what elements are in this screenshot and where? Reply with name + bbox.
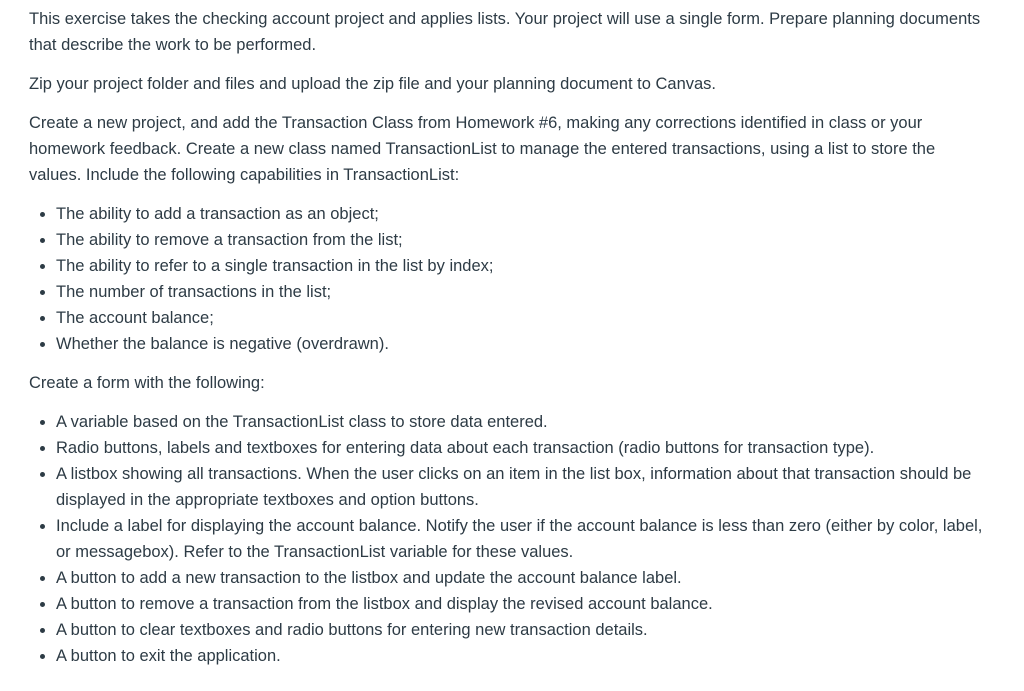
intro-paragraph: This exercise takes the checking account project and applies lists. Your project will use a single form. Prepare planning documents that describe the work to be performed. bbox=[29, 10, 981, 54]
list-item: • The ability to refer to a single transaction in the list by index; bbox=[56, 253, 989, 279]
list-item: • Radio buttons, labels and textboxes for entering data about each transaction (radio buttons for transaction type). bbox=[56, 435, 989, 461]
list-item: • Whether the balance is negative (overdrawn). bbox=[56, 331, 989, 357]
list-item: • The number of transactions in the list; bbox=[56, 279, 989, 305]
assignment-description bbox=[29, 6, 989, 682]
list-item: • A button to remove a transaction from the listbox and display the revised account balance. bbox=[56, 591, 989, 617]
create-form-paragraph: Create a form with the following: bbox=[29, 374, 265, 392]
list-item: • A button to add a new transaction to the listbox and update the account balance label. bbox=[56, 565, 989, 591]
list-item: • A button to exit the application. bbox=[56, 643, 989, 669]
list-item: • The account balance; bbox=[56, 305, 989, 331]
list-item: • A variable based on the TransactionList class to store data entered. bbox=[56, 409, 989, 435]
form-requirements-list bbox=[29, 409, 989, 669]
list-item: • The ability to remove a transaction from the list; bbox=[56, 227, 989, 253]
create-project-paragraph: Create a new project, and add the Transaction Class from Homework #6, making any corrections identified in class or your homework feedback. Create a new class named TransactionList to manage the entered transactions, using a list to store the values. Include the following capabilities in TransactionList: bbox=[29, 114, 936, 184]
capabilities-list bbox=[29, 201, 989, 357]
zip-instructions-paragraph: Zip your project folder and files and upload the zip file and your planning document to Canvas. bbox=[29, 75, 717, 93]
list-item: • Include a label for displaying the account balance. Notify the user if the account balance is less than zero (either by color, label, or messagebox). Refer to the TransactionList variable for these values. bbox=[56, 513, 989, 565]
list-item: • The ability to add a transaction as an object; bbox=[56, 201, 989, 227]
list-item: • A button to clear textboxes and radio buttons for entering new transaction details. bbox=[56, 617, 989, 643]
list-item: • A listbox showing all transactions. When the user clicks on an item in the list box, information about that transaction should be displayed in the appropriate textboxes and option buttons. bbox=[56, 461, 989, 513]
